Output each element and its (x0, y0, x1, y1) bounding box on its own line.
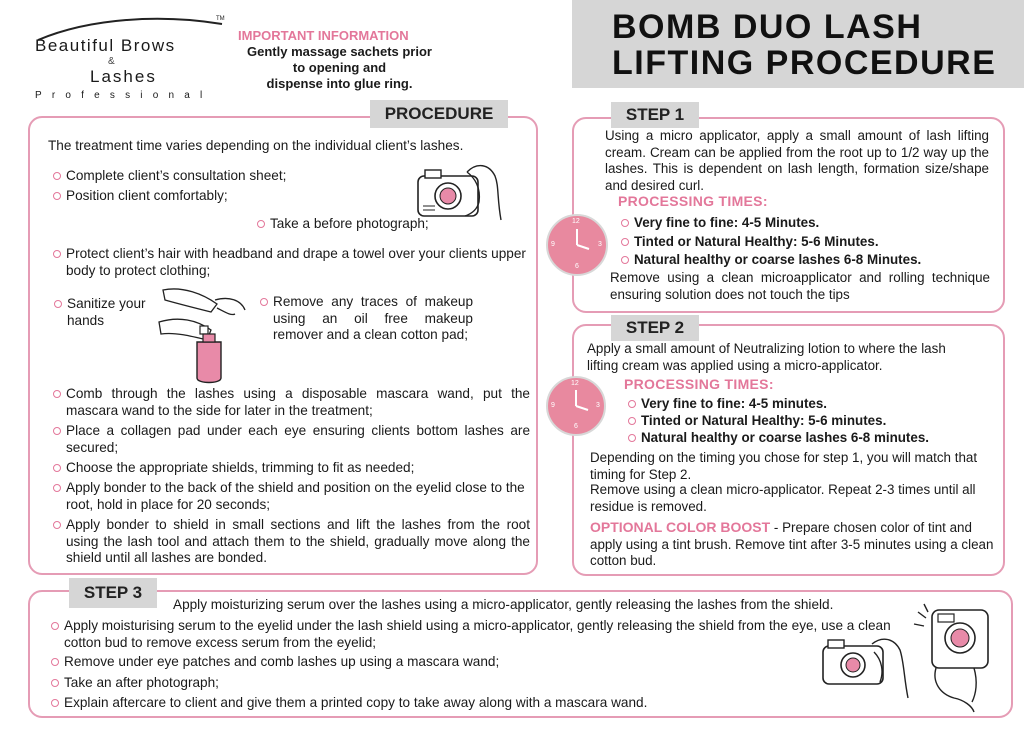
procedure-tab: PROCEDURE (370, 100, 508, 128)
logo-line3: Professional (35, 90, 213, 101)
camera-selfie-icon (914, 602, 994, 712)
step2-text: Apply a small amount of Neutralizing lotion to where the lash lifting cream was applied using a micro-applicator. (587, 341, 946, 373)
title-line2: LIFTING PROCEDURE (612, 44, 997, 82)
step2-timing: Depending on the timing you chose for step 1, you will match that timing for Step 2. (590, 450, 978, 482)
important-line2: to opening and (292, 60, 387, 75)
clock-number: 12 (572, 218, 580, 225)
clock-number: 3 (596, 402, 600, 409)
step2-processing-title: PROCESSING TIMES: (624, 376, 774, 392)
logo-line1: Beautiful Brows (35, 36, 176, 55)
clock-number: 6 (574, 423, 578, 430)
important-heading: IMPORTANT INFORMATION (238, 28, 409, 43)
clock-number: 12 (571, 380, 579, 387)
step3-item: Explain aftercare to client and give them a printed copy to take away along with a mascara wand. (64, 695, 784, 712)
sanitizer-hands-icon (155, 286, 250, 386)
step3-item: Take an after photograph; (64, 675, 764, 692)
clock-number: 6 (575, 263, 579, 270)
title-banner (572, 0, 1024, 88)
step1-processing-title: PROCESSING TIMES: (618, 193, 768, 209)
procedure-item: Complete client’s consultation sheet; (66, 168, 366, 185)
step2-clock-icon (546, 376, 606, 436)
step1-text: Using a micro applicator, apply a small amount of lash lifting cream. Cream can be applied from the root up to 1/2 way up the lashes. This is dependent on lash length, formation size/shape and desired curl. (605, 128, 989, 193)
logo-tm: TM (216, 16, 225, 22)
logo-line2: Lashes (90, 67, 157, 86)
step3-item: Remove under eye patches and comb lashes up using a mascara wand; (64, 654, 764, 671)
title-line1: BOMB DUO LASH (612, 8, 923, 46)
step2-time: Natural healthy or coarse lashes 6-8 minutes. (641, 430, 930, 445)
procedure-item: Remove any traces of makeup using an oil free makeup remover and a clean cotton pad; (273, 294, 473, 342)
procedure-item: Comb through the lashes using a disposable mascara wand, put the mascara wand to the side for later in the treatment; (66, 386, 530, 418)
step3-intro: Apply moisturizing serum over the lashes using a micro-applicator, gently releasing the lashes from the shield. (173, 597, 834, 612)
step1-time: Very fine to fine: 4-5 Minutes. (634, 215, 820, 230)
boost-text: - Prepare chosen color of tint and apply using a tint brush. Remove tint after 3-5 minutes using a clean cotton bud. (590, 520, 994, 568)
step1-remove: Remove using a clean microapplicator and rolling technique ensuring solution does not touch the tips (610, 270, 990, 302)
procedure-item: Apply bonder to shield in small sections and lift the lashes from the root using the lash tool and attach them to the shield, gradually move along the shield until all lashes are bonded. (66, 517, 530, 565)
step1-tab: STEP 1 (611, 102, 699, 128)
procedure-item: Position client comfortably; (66, 188, 366, 205)
step1-time: Natural healthy or coarse lashes 6-8 Minutes. (634, 252, 922, 267)
clock-number: 9 (551, 402, 555, 409)
important-line3: dispense into glue ring. (266, 76, 413, 91)
procedure-item: Place a collagen pad under each eye ensuring clients bottom lashes are secured; (66, 423, 530, 455)
step2-boost (590, 519, 995, 570)
step2-remove: Remove using a clean micro-applicator. Repeat 2-3 times until all residue is removed. (590, 482, 976, 514)
important-line1: Gently massage sachets prior (247, 44, 432, 59)
procedure-item: Choose the appropriate shields, trimming to fit as needed; (66, 460, 530, 477)
step2-tab: STEP 2 (611, 315, 699, 341)
brand-logo (30, 10, 230, 105)
procedure-item: Sanitize your hands (67, 296, 162, 329)
clock-number: 3 (598, 241, 602, 248)
important-info (232, 28, 447, 92)
procedure-item: Apply bonder to the back of the shield and position on the eyelid close to the root, hold in place for 20 seconds; (66, 480, 530, 513)
logo-ampersand-icon: & (108, 56, 115, 67)
step2-time: Tinted or Natural Healthy: 5-6 minutes. (641, 413, 887, 428)
procedure-item: Take a before photograph; (270, 216, 460, 233)
step1-clock-icon (546, 214, 608, 276)
step2-time: Very fine to fine: 4-5 minutes. (641, 396, 828, 411)
procedure-intro: The treatment time varies depending on the individual client’s lashes. (48, 138, 464, 153)
camera-hand-icon (820, 634, 910, 704)
clock-number: 9 (551, 241, 555, 248)
step3-item: Apply moisturising serum to the eyelid under the lash shield using a micro-applicator, gently releasing the shield from the eye, use a clean cotton bud to remove excess serum from the eyelid; (64, 618, 902, 651)
procedure-item: Protect client’s hair with headband and drape a towel over your clients upper body to protect clothing; (66, 246, 531, 279)
step3-tab: STEP 3 (69, 578, 157, 608)
step1-time: Tinted or Natural Healthy: 5-6 Minutes. (634, 234, 879, 249)
boost-title: OPTIONAL COLOR BOOST (590, 519, 771, 535)
camera-hand-icon (415, 158, 505, 238)
